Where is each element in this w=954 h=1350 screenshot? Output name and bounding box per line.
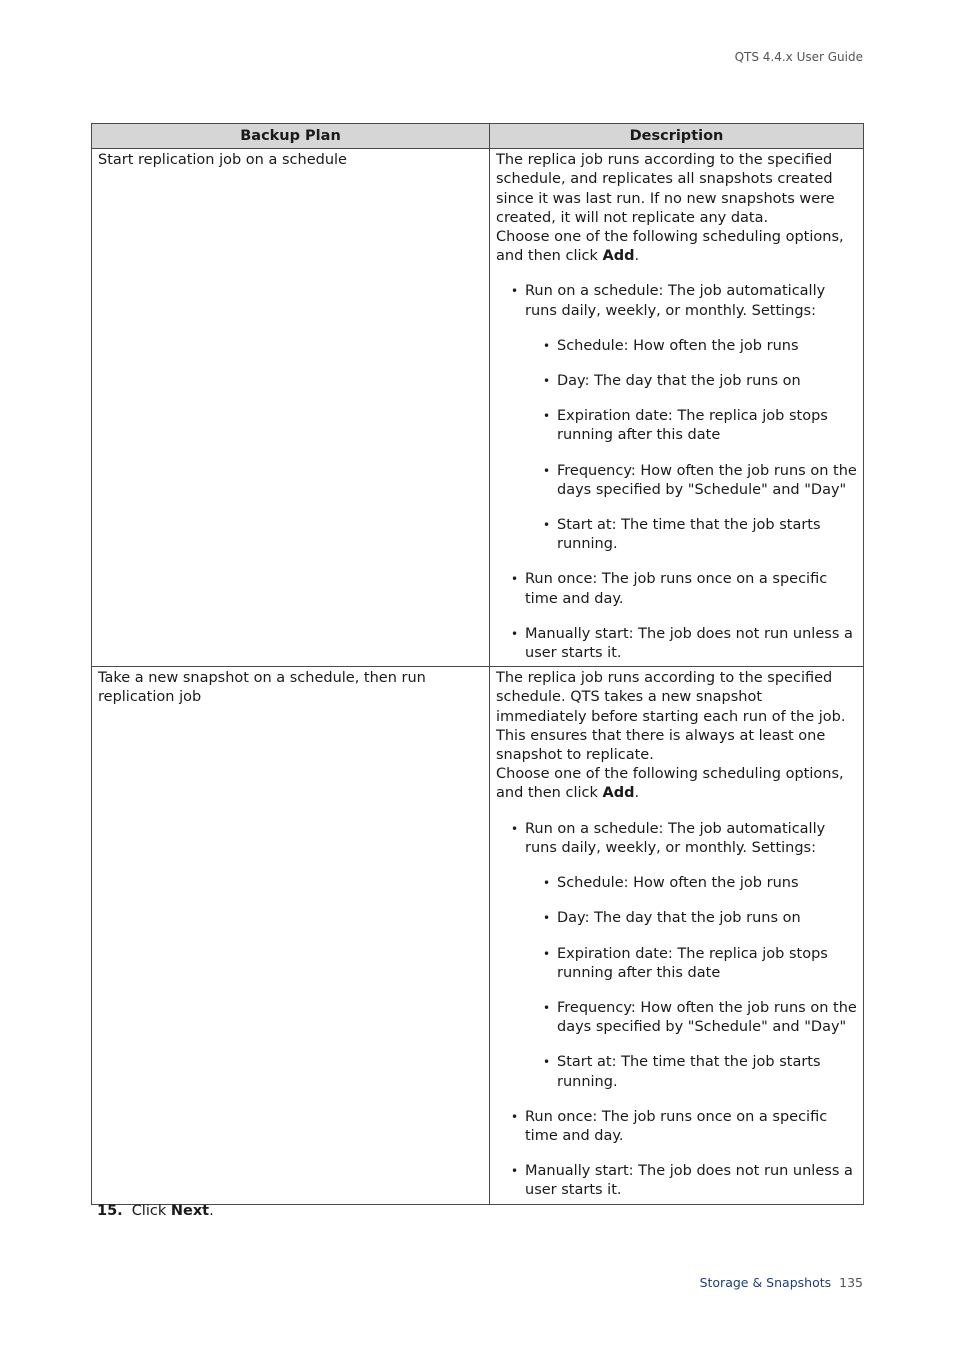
instruction-text: Choose one of the following scheduling options, and then click: [496, 766, 844, 802]
instruction-text: Choose one of the following scheduling options, and then click: [496, 229, 844, 265]
list-item: • Schedule: How often the job runs: [557, 874, 857, 893]
option-text: Run on a schedule: The job automatically runs daily, weekly, or monthly. Settings:: [525, 820, 826, 856]
list-item: • Day: The day that the job runs on: [557, 372, 857, 391]
list-item: • Day: The day that the job runs on: [557, 909, 857, 928]
scheduling-options-list: [496, 820, 857, 1201]
list-item: [525, 820, 857, 1092]
list-item: [525, 282, 857, 554]
settings-list: [525, 337, 857, 555]
list-item: • Start at: The time that the job starts running.: [557, 1053, 857, 1091]
backup-plan-table: [91, 123, 864, 1205]
description-cell: [490, 149, 864, 667]
column-header-description: Description: [490, 124, 864, 149]
backup-plan-cell: Take a new snapshot on a schedule, then run replication job: [92, 667, 490, 1204]
list-item: • Schedule: How often the job runs: [557, 337, 857, 356]
description-intro: The replica job runs according to the specified schedule, and replicates all snapshots created since it was last run. If no new snapshots were created, it will not replicate any data.: [496, 152, 835, 226]
footer-section-title: Storage & Snapshots: [699, 1275, 832, 1290]
list-item: • Expiration date: The replica job stops running after this date: [557, 407, 857, 445]
description-intro: The replica job runs according to the specified schedule. QTS takes a new snapshot immediately before starting each run of the job. This ensures that there is always at least one snapshot to replicate.: [496, 670, 846, 764]
document-header-title: QTS 4.4.x User Guide: [734, 50, 863, 64]
step-text: Click: [131, 1203, 171, 1219]
table-row: [92, 667, 864, 1204]
page-number: 135: [839, 1275, 863, 1290]
table-row: [92, 149, 864, 667]
list-item: • Manually start: The job does not run unless a user starts it.: [525, 1162, 857, 1200]
add-emphasis: Add: [602, 785, 635, 802]
settings-list: [525, 874, 857, 1092]
description-instruction: [496, 228, 857, 266]
description-instruction: [496, 765, 857, 803]
option-text: Run on a schedule: The job automatically runs daily, weekly, or monthly. Settings:: [525, 283, 826, 319]
instruction-suffix: .: [634, 785, 640, 802]
list-item: • Manually start: The job does not run unless a user starts it.: [525, 625, 857, 663]
column-header-backup-plan: Backup Plan: [92, 124, 490, 149]
next-emphasis: Next: [170, 1203, 210, 1219]
list-item: • Run once: The job runs once on a specific time and day.: [525, 570, 857, 608]
list-item: • Frequency: How often the job runs on the days specified by "Schedule" and "Day": [557, 462, 857, 500]
table-header-row: [92, 124, 864, 149]
step-number: 15.: [97, 1203, 123, 1219]
scheduling-options-list: [496, 282, 857, 663]
add-emphasis: Add: [602, 248, 635, 265]
list-item: • Start at: The time that the job starts running.: [557, 516, 857, 554]
description-cell: [490, 667, 864, 1204]
step-15: [97, 1203, 214, 1219]
step-suffix: .: [209, 1203, 214, 1219]
list-item: • Run once: The job runs once on a specific time and day.: [525, 1108, 857, 1146]
page-footer: [700, 1275, 863, 1290]
list-item: • Expiration date: The replica job stops running after this date: [557, 945, 857, 983]
list-item: • Frequency: How often the job runs on the days specified by "Schedule" and "Day": [557, 999, 857, 1037]
backup-plan-cell: Start replication job on a schedule: [92, 149, 490, 667]
instruction-suffix: .: [634, 248, 640, 265]
